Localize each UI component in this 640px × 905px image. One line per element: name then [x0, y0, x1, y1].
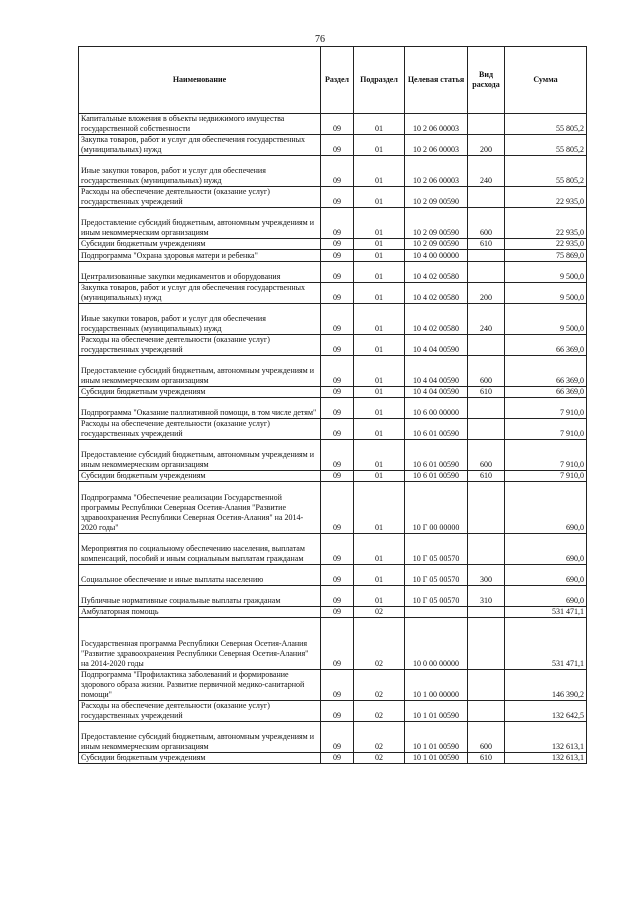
row-name: Субсидии бюджетным учреждениям	[79, 387, 321, 398]
row-name: Расходы на обеспечение деятельности (оказание услуг) государственных учреждений	[79, 701, 321, 722]
row-summa: 7 910,0	[505, 471, 587, 482]
row-summa: 66 369,0	[505, 335, 587, 356]
row-podrazdel: 02	[354, 607, 405, 618]
row-podrazdel: 01	[354, 304, 405, 335]
row-name: Иные закупки товаров, работ и услуг для обеспечения государственных (муниципальных) нужд	[79, 304, 321, 335]
row-vid	[468, 701, 505, 722]
row-vid	[468, 398, 505, 419]
row-vid	[468, 262, 505, 283]
row-podrazdel: 01	[354, 586, 405, 607]
row-name: Предоставление субсидий бюджетным, автономным учреждениям и иным некоммерческим организациям	[79, 208, 321, 239]
table-row	[79, 356, 587, 387]
row-razdel: 09	[321, 701, 354, 722]
row-vid: 600	[468, 440, 505, 471]
row-vid: 300	[468, 565, 505, 586]
row-razdel: 09	[321, 250, 354, 262]
table-row	[79, 156, 587, 187]
row-name: Предоставление субсидий бюджетным, автономным учреждениям и иным некоммерческим организациям	[79, 440, 321, 471]
row-razdel: 09	[321, 187, 354, 208]
row-vid	[468, 534, 505, 565]
row-statya: 10 0 00 00000	[405, 618, 468, 670]
row-name: Публичные нормативные социальные выплаты гражданам	[79, 586, 321, 607]
row-podrazdel: 01	[354, 156, 405, 187]
table-row	[79, 534, 587, 565]
row-vid	[468, 187, 505, 208]
row-summa: 146 390,2	[505, 670, 587, 701]
row-vid: 240	[468, 304, 505, 335]
table-row	[79, 387, 587, 398]
row-razdel: 09	[321, 156, 354, 187]
row-vid	[468, 482, 505, 534]
row-vid	[468, 670, 505, 701]
row-name: Подпрограмма "Обеспечение реализации Государственной программы Республики Северная Осетия-Алания "Развитие здравоохранения Республики Северная Осетия-Алания" на 2014-2020 годы"	[79, 482, 321, 534]
row-name: Капитальные вложения в объекты недвижимого имущества государственной собственности	[79, 114, 321, 135]
row-name: Мероприятия по социальному обеспечению населения, выплатам компенсаций, пособий и иным социальным выплатам гражданам	[79, 534, 321, 565]
table-row	[79, 187, 587, 208]
row-statya: 10 Г 05 00570	[405, 565, 468, 586]
row-vid: 240	[468, 156, 505, 187]
row-name: Закупка товаров, работ и услуг для обеспечения государственных (муниципальных) нужд	[79, 283, 321, 304]
table-row	[79, 618, 587, 670]
row-podrazdel: 01	[354, 335, 405, 356]
row-summa: 690,0	[505, 565, 587, 586]
row-razdel: 09	[321, 482, 354, 534]
row-razdel: 09	[321, 565, 354, 586]
table-row	[79, 607, 587, 618]
row-name: Расходы на обеспечение деятельности (оказание услуг) государственных учреждений	[79, 187, 321, 208]
row-statya: 10 4 04 00590	[405, 387, 468, 398]
table-row	[79, 586, 587, 607]
table-row	[79, 482, 587, 534]
row-razdel: 09	[321, 208, 354, 239]
header-vid: Вид расхода	[468, 47, 505, 114]
row-statya: 10 1 01 00590	[405, 701, 468, 722]
budget-table	[78, 46, 587, 764]
table-row	[79, 419, 587, 440]
row-podrazdel: 02	[354, 618, 405, 670]
row-razdel: 09	[321, 398, 354, 419]
row-name: Предоставление субсидий бюджетным, автономным учреждениям и иным некоммерческим организациям	[79, 722, 321, 753]
row-podrazdel: 01	[354, 419, 405, 440]
table-row	[79, 565, 587, 586]
header-podrazdel: Подраздел	[354, 47, 405, 114]
row-razdel: 09	[321, 586, 354, 607]
row-statya: 10 Г 00 00000	[405, 482, 468, 534]
row-summa: 7 910,0	[505, 419, 587, 440]
row-summa: 132 613,1	[505, 753, 587, 764]
row-summa: 531 471,1	[505, 607, 587, 618]
row-name: Подпрограмма "Охрана здоровья матери и ребенка"	[79, 250, 321, 262]
row-podrazdel: 01	[354, 283, 405, 304]
row-statya: 10 1 01 00590	[405, 722, 468, 753]
row-statya: 10 4 04 00590	[405, 335, 468, 356]
table-row	[79, 335, 587, 356]
table-row	[79, 239, 587, 250]
row-summa: 9 500,0	[505, 283, 587, 304]
row-summa: 22 935,0	[505, 239, 587, 250]
row-statya: 10 Г 05 00570	[405, 534, 468, 565]
row-name: Подпрограмма "Оказание паллиативной помощи, в том числе детям"	[79, 398, 321, 419]
row-statya: 10 4 02 00580	[405, 304, 468, 335]
row-statya: 10 2 06 00003	[405, 114, 468, 135]
row-summa: 22 935,0	[505, 187, 587, 208]
row-razdel: 09	[321, 135, 354, 156]
row-summa: 55 805,2	[505, 135, 587, 156]
row-vid: 600	[468, 722, 505, 753]
row-statya: 10 2 09 00590	[405, 187, 468, 208]
row-summa: 75 869,0	[505, 250, 587, 262]
row-statya: 10 4 02 00580	[405, 262, 468, 283]
row-summa: 132 642,5	[505, 701, 587, 722]
row-name: Расходы на обеспечение деятельности (оказание услуг) государственных учреждений	[79, 335, 321, 356]
row-statya: 10 6 01 00590	[405, 471, 468, 482]
row-razdel: 09	[321, 304, 354, 335]
row-summa: 132 613,1	[505, 722, 587, 753]
row-razdel: 09	[321, 440, 354, 471]
row-statya: 10 6 00 00000	[405, 398, 468, 419]
row-podrazdel: 01	[354, 250, 405, 262]
row-name: Расходы на обеспечение деятельности (оказание услуг) государственных учреждений	[79, 419, 321, 440]
row-podrazdel: 01	[354, 208, 405, 239]
row-summa: 22 935,0	[505, 208, 587, 239]
row-podrazdel: 01	[354, 114, 405, 135]
row-vid: 200	[468, 135, 505, 156]
row-razdel: 09	[321, 283, 354, 304]
row-statya: 10 2 06 00003	[405, 156, 468, 187]
row-vid	[468, 607, 505, 618]
header-summa: Сумма	[505, 47, 587, 114]
row-statya: 10 2 09 00590	[405, 208, 468, 239]
row-statya: 10 6 01 00590	[405, 440, 468, 471]
table-row	[79, 114, 587, 135]
row-podrazdel: 02	[354, 670, 405, 701]
row-podrazdel: 02	[354, 753, 405, 764]
table-row	[79, 283, 587, 304]
row-podrazdel: 02	[354, 722, 405, 753]
header-statya: Целевая статья	[405, 47, 468, 114]
row-podrazdel: 01	[354, 482, 405, 534]
row-razdel: 09	[321, 753, 354, 764]
table-row	[79, 670, 587, 701]
row-vid: 200	[468, 283, 505, 304]
row-statya: 10 Г 05 00570	[405, 586, 468, 607]
row-razdel: 09	[321, 114, 354, 135]
table-row	[79, 722, 587, 753]
table-row	[79, 135, 587, 156]
row-statya: 10 6 01 00590	[405, 419, 468, 440]
row-statya: 10 2 06 00003	[405, 135, 468, 156]
row-vid: 310	[468, 586, 505, 607]
row-podrazdel: 01	[354, 187, 405, 208]
row-statya: 10 1 01 00590	[405, 753, 468, 764]
row-summa: 55 805,2	[505, 156, 587, 187]
row-name: Амбулаторная помощь	[79, 607, 321, 618]
row-vid	[468, 114, 505, 135]
row-vid	[468, 335, 505, 356]
row-summa: 690,0	[505, 534, 587, 565]
row-name: Субсидии бюджетным учреждениям	[79, 471, 321, 482]
table-row	[79, 753, 587, 764]
row-podrazdel: 01	[354, 534, 405, 565]
row-statya: 10 4 02 00580	[405, 283, 468, 304]
row-name: Предоставление субсидий бюджетным, автономным учреждениям и иным некоммерческим организациям	[79, 356, 321, 387]
table-row	[79, 208, 587, 239]
table-header-row	[79, 47, 587, 114]
table-row	[79, 701, 587, 722]
row-razdel: 09	[321, 262, 354, 283]
table-row	[79, 398, 587, 419]
row-summa: 7 910,0	[505, 440, 587, 471]
row-razdel: 09	[321, 607, 354, 618]
row-razdel: 09	[321, 239, 354, 250]
row-statya: 10 2 09 00590	[405, 239, 468, 250]
row-vid	[468, 618, 505, 670]
row-razdel: 09	[321, 534, 354, 565]
row-name: Социальное обеспечение и иные выплаты населению	[79, 565, 321, 586]
row-summa: 9 500,0	[505, 304, 587, 335]
row-name: Централизованные закупки медикаментов и оборудования	[79, 262, 321, 283]
table-row	[79, 304, 587, 335]
header-name: Наименование	[79, 47, 321, 114]
row-statya: 10 1 00 00000	[405, 670, 468, 701]
table-row	[79, 471, 587, 482]
row-statya: 10 4 00 00000	[405, 250, 468, 262]
row-statya	[405, 607, 468, 618]
row-podrazdel: 02	[354, 701, 405, 722]
row-podrazdel: 01	[354, 239, 405, 250]
table-row	[79, 440, 587, 471]
row-vid: 610	[468, 387, 505, 398]
row-podrazdel: 01	[354, 440, 405, 471]
row-razdel: 09	[321, 356, 354, 387]
row-summa: 9 500,0	[505, 262, 587, 283]
row-vid: 610	[468, 471, 505, 482]
row-summa: 7 910,0	[505, 398, 587, 419]
table-row	[79, 262, 587, 283]
page-number: 76	[315, 34, 325, 45]
row-podrazdel: 01	[354, 356, 405, 387]
row-summa: 66 369,0	[505, 387, 587, 398]
row-summa: 66 369,0	[505, 356, 587, 387]
row-razdel: 09	[321, 419, 354, 440]
row-summa: 690,0	[505, 586, 587, 607]
row-name: Закупка товаров, работ и услуг для обеспечения государственных (муниципальных) нужд	[79, 135, 321, 156]
row-summa: 55 805,2	[505, 114, 587, 135]
table-row	[79, 250, 587, 262]
row-podrazdel: 01	[354, 565, 405, 586]
row-razdel: 09	[321, 335, 354, 356]
row-summa: 531 471,1	[505, 618, 587, 670]
row-summa: 690,0	[505, 482, 587, 534]
row-podrazdel: 01	[354, 471, 405, 482]
row-name: Подпрограмма "Профилактика заболеваний и формирование здорового образа жизни. Развитие первичной медико-санитарной помощи"	[79, 670, 321, 701]
row-name: Субсидии бюджетным учреждениям	[79, 239, 321, 250]
row-podrazdel: 01	[354, 398, 405, 419]
header-razdel: Раздел	[321, 47, 354, 114]
row-podrazdel: 01	[354, 135, 405, 156]
row-name: Иные закупки товаров, работ и услуг для обеспечения государственных (муниципальных) нужд	[79, 156, 321, 187]
row-razdel: 09	[321, 618, 354, 670]
row-podrazdel: 01	[354, 387, 405, 398]
row-razdel: 09	[321, 722, 354, 753]
row-vid	[468, 419, 505, 440]
row-razdel: 09	[321, 471, 354, 482]
row-vid: 610	[468, 239, 505, 250]
row-name: Субсидии бюджетным учреждениям	[79, 753, 321, 764]
row-podrazdel: 01	[354, 262, 405, 283]
row-vid: 610	[468, 753, 505, 764]
row-name: Государственная программа Республики Северная Осетия-Алания "Развитие здравоохранения Республики Северная Осетия-Алания" на 2014-2020 годы	[79, 618, 321, 670]
row-vid	[468, 250, 505, 262]
row-statya: 10 4 04 00590	[405, 356, 468, 387]
row-razdel: 09	[321, 387, 354, 398]
row-vid: 600	[468, 356, 505, 387]
row-razdel: 09	[321, 670, 354, 701]
row-vid: 600	[468, 208, 505, 239]
